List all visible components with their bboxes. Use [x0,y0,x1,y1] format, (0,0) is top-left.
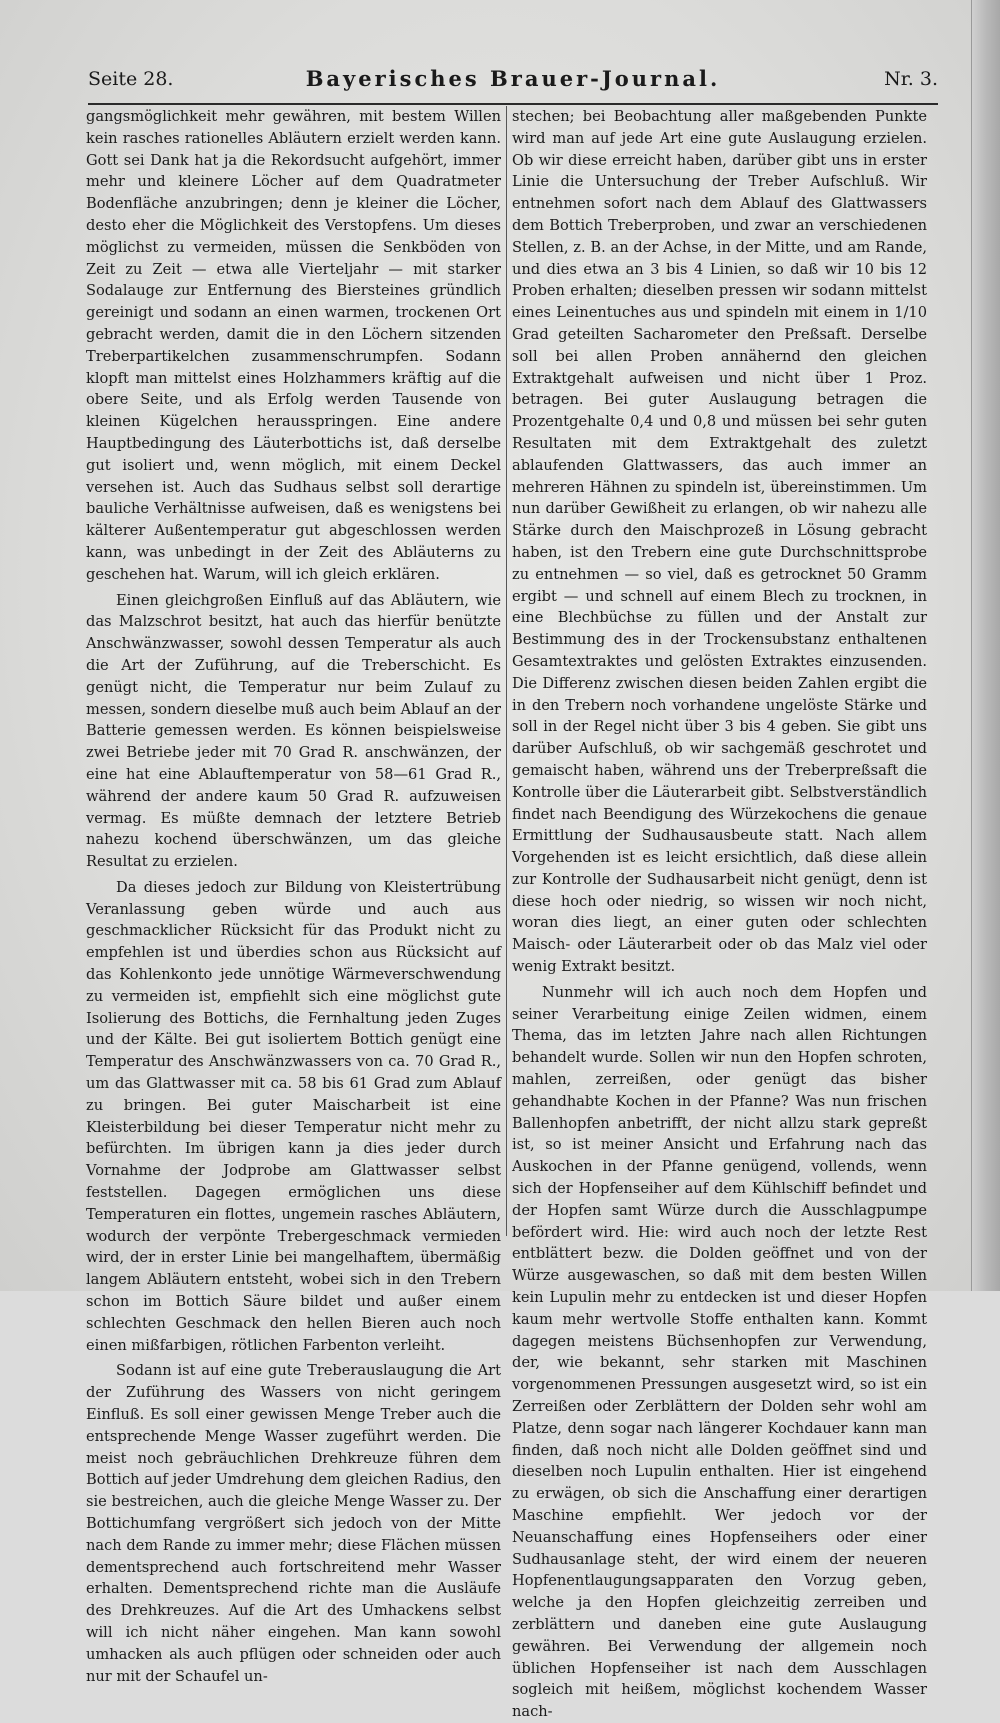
header-rule [88,103,938,105]
column-divider [506,106,507,1236]
page-number: Seite 28. [88,68,174,90]
left-column [86,106,501,1685]
page-edge-shadow [971,0,1000,1291]
issue-number: Nr. 3. [884,68,938,90]
paragraph: Da dieses jedoch zur Bildung von Kleistertrübung Veranlassung geben würde und auch aus geschmacklicher Rücksicht für das Produkt nicht zu empfehlen ist und überdies schon aus Rücksicht auf das Kohlenkonto jede unnötige Wärmeverschwendung zu vermeiden ist, empfiehlt sich eine möglichst gute Isolierung des Bottichs, die Fernhaltung jeden Zuges und der Kälte. Bei gut isoliertem Bottich genügt eine Temperatur des Anschwänzwassers von ca. 70 Grad R., um das Glattwasser mit ca. 58 bis 61 Grad zum Ablauf zu bringen. Bei guter Maischarbeit ist eine Kleisterbildung bei dieser Temperatur nicht mehr zu befürchten. Im übrigen kann ja dies jeder durch Vornahme der Jodprobe am Glattwasser selbst feststellen. Dagegen ermöglichen uns diese Temperaturen ein flottes, ungemein rasches Abläutern, wodurch der verpönte Trebergeschmack vermieden wird, der in erster Linie bei mangelhaftem, übermäßig langem Abläutern entsteht, wobei sich in den Trebern schon im Bottich Säure bildet und außer einem schlechten Geschmack den hellen Bieren auch noch einen mißfarbigen, rötlichen Farbenton verleiht. [86,878,501,1354]
page-header [88,60,938,100]
paragraph: Nunmehr will ich auch noch dem Hopfen und seiner Verarbeitung einige Zeilen widmen, einem Thema, das im letzten Jahre nach allen Richtungen behandelt wurde. Sollen wir nun den Hopfen schroten, mahlen, zerreißen, oder genügt das bisher gehandhabte Kochen in der Pfanne? Was nun frischen Ballenhopfen anbetrifft, der nicht allzu stark gepreßt ist, so ist meiner Ansicht und Erfahrung nach das Auskochen in der Pfanne genügend, vollends, wenn sich der Hopfenseiher auf dem Kühlschiff befindet und der Hopfen samt Würze durch die Ausschlagpumpe befördert wird. Hie: wird auch noch der letzte Rest entblättert bezw. die Dolden geöffnet und von der Würze ausgewaschen, so daß mit dem besten Willen kein Lupulin mehr zu entdecken ist und dieser Hopfen kaum mehr wertvolle Stoffe enthalten kann. Kommt dagegen meistens Büchsenhopfen zur Verwendung, der, wie bekannt, sehr starken mit Maschinen vorgenommenen Pressungen ausgesetzt wird, so ist ein Zerreißen oder Zerblättern der Dolden sehr wohl am Platze, denn sogar nach längerer Kochdauer kann man finden, daß noch nicht alle Dolden geöffnet sind und dieselben noch Lupulin enthalten. Hier ist eingehend zu erwägen, ob sich die Anschaffung einer derartigen Maschine empfiehlt. Wer jedoch vor der Neuanschaffung eines Hopfenseihers oder einer Sudhausanlage steht, der wird einem der neueren Hopfenentlaugungsapparaten den Vorzug geben, welche ja den Hopfen gleichzeitig zerreiben und zerblättern und daneben eine gute Auslaugung gewähren. Bei Verwendung der allgemein noch üblichen Hopfenseiher ist nach dem Ausschlagen sogleich mit heißem, möglichst kochendem Wasser nach- [512,983,927,1721]
paragraph: gangsmöglichkeit mehr gewähren, mit bestem Willen kein rasches rationelles Abläutern erzielt werden kann. Gott sei Dank hat ja die Rekordsucht aufgehört, immer mehr und kleinere Löcher auf dem Quadratmeter Bodenfläche anzubringen; denn je kleiner die Löcher, desto eher die Möglichkeit des Verstopfens. Um dieses möglichst zu vermeiden, müssen die Senkböden von Zeit zu Zeit — etwa alle Vierteljahr — mit starker Sodalauge zur Entfernung des Biersteines gründlich gereinigt und sodann an einen warmen, trockenen Ort gebracht werden, damit die in den Löchern sitzenden Treberpartikelchen zusammenschrumpfen. Sodann klopft man mittelst eines Holzhammers kräftig auf die obere Seite, und als Erfolg werden Tausende von kleinen Kügelchen herausspringen. Eine andere Hauptbedingung des Läuterbottichs ist, daß derselbe gut isoliert und, wenn möglich, mit einem Deckel versehen ist. Auch das Sudhaus selbst soll derartige bauliche Verhältnisse aufweisen, daß es wenigstens bei kälterer Außentemperatur gut abgeschlossen werden kann, was unbedingt in der Zeit des Abläuterns zu geschehen hat. Warum, will ich gleich erklären. [86,108,501,583]
paragraph: stechen; bei Beobachtung aller maßgebenden Punkte wird man auf jede Art eine gute Auslaugung erzielen. Ob wir diese erreicht haben, darüber gibt uns in erster Linie die Untersuchung der Treber Aufschluß. Wir entnehmen sofort nach dem Ablauf des Glattwassers dem Bottich Treberproben, und zwar an verschiedenen Stellen, z. B. an der Achse, in der Mitte, und am Rande, und dies etwa an 3 bis 4 Linien, so daß wir 10 bis 12 Proben erhalten; dieselben pressen wir sodann mittelst eines Leinentuches aus und spindeln mit einem in 1/10 Grad geteilten Sacharometer den Preßsaft. Derselbe soll bei allen Proben annähernd den gleichen Extraktgehalt aufweisen und nicht über 1 Proz. betragen. Bei guter Auslaugung betragen die Prozentgehalte 0,4 und 0,8 und müssen bei sehr guten Resultaten mit dem Extraktgehalt des zuletzt ablaufenden Glattwassers, das auch immer an mehreren Hähnen zu spindeln ist, übereinstimmen. Um nun darüber Gewißheit zu erlangen, ob wir nahezu alle Stärke durch den Maischprozeß in Lösung gebracht haben, ist den Trebern eine gute Durchschnittsprobe zu entnehmen — so viel, daß es getrocknet 50 Gramm ergibt — und schnell auf einem Blech zu trocknen, in eine Blechbüchse zu füllen und der Anstalt zur Bestimmung des in der Trockensubstanz enthaltenen Gesamtextraktes und gelösten Extraktes einzusenden. Die Differenz zwischen diesen beiden Zahlen ergibt die in den Trebern noch vorhandene ungelöste Stärke und soll in der Regel nicht über 3 bis 4 geben. Sie gibt uns darüber Aufschluß, ob wir sachgemäß geschrotet und gemaischt haben, während uns der Treberpreßsaft die Kontrolle über die Läuterarbeit gibt. Selbstverständlich findet nach Beendigung des Würzekochens die genaue Ermittlung der Sudhausausbeute statt. Nach allem Vorgehenden ist es leicht ersichtlich, daß diese allein zur Kontrolle der Sudhausarbeit nicht genügt, denn ist diese hoch oder niedrig, so wissen wir noch nicht, woran dies liegt, an einer guten oder schlechten Maisch- oder Läuterarbeit oder ob das Malz viel oder wenig Extrakt besitzt. [512,108,927,976]
paragraph: Einen gleichgroßen Einfluß auf das Abläutern, wie das Malzschrot besitzt, hat auch das hierfür benützte Anschwänzwasser, sowohl dessen Temperatur als auch die Art der Zuführung, auf die Treberschicht. Es genügt nicht, die Temperatur nur beim Zulauf zu messen, sondern dieselbe muß auch beim Ablauf an der Batterie gemessen werden. Es können beispielsweise zwei Betriebe jeder mit 70 Grad R. anschwänzen, der eine hat eine Ablauftemperatur von 58—61 Grad R., während der andere kaum 50 Grad R. aufzuweisen vermag. Es müßte demnach der letztere Betrieb nahezu kochend überschwänzen, um das gleiche Resultat zu erzielen. [86,591,501,871]
right-column [512,106,927,1721]
journal-title: Bayerisches Brauer-Journal. [305,66,721,91]
paragraph: Sodann ist auf eine gute Treberauslaugung die Art der Zuführung des Wassers von nicht geringem Einfluß. Es soll einer gewissen Menge Treber auch die entsprechende Menge Wasser zugeführt werden. Die meist noch gebräuchlichen Drehkreuze führen dem Bottich auf jeder Umdrehung dem gleichen Radius, den sie bestreichen, auch die gleiche Menge Wasser zu. Der Bottichumfang vergrößert sich jedoch von der Mitte nach dem Rande zu immer mehr; diese Flächen müssen dementsprechend auch fortschreitend mehr Wasser erhalten. Dementsprechend richte man die Ausläufe des Drehkreuzes. Auf die Art des Umhackens selbst will ich nicht näher eingehen. Man kann sowohl umhacken als auch pflügen oder schneiden oder auch nur mit der Schaufel un- [86,1362,501,1685]
